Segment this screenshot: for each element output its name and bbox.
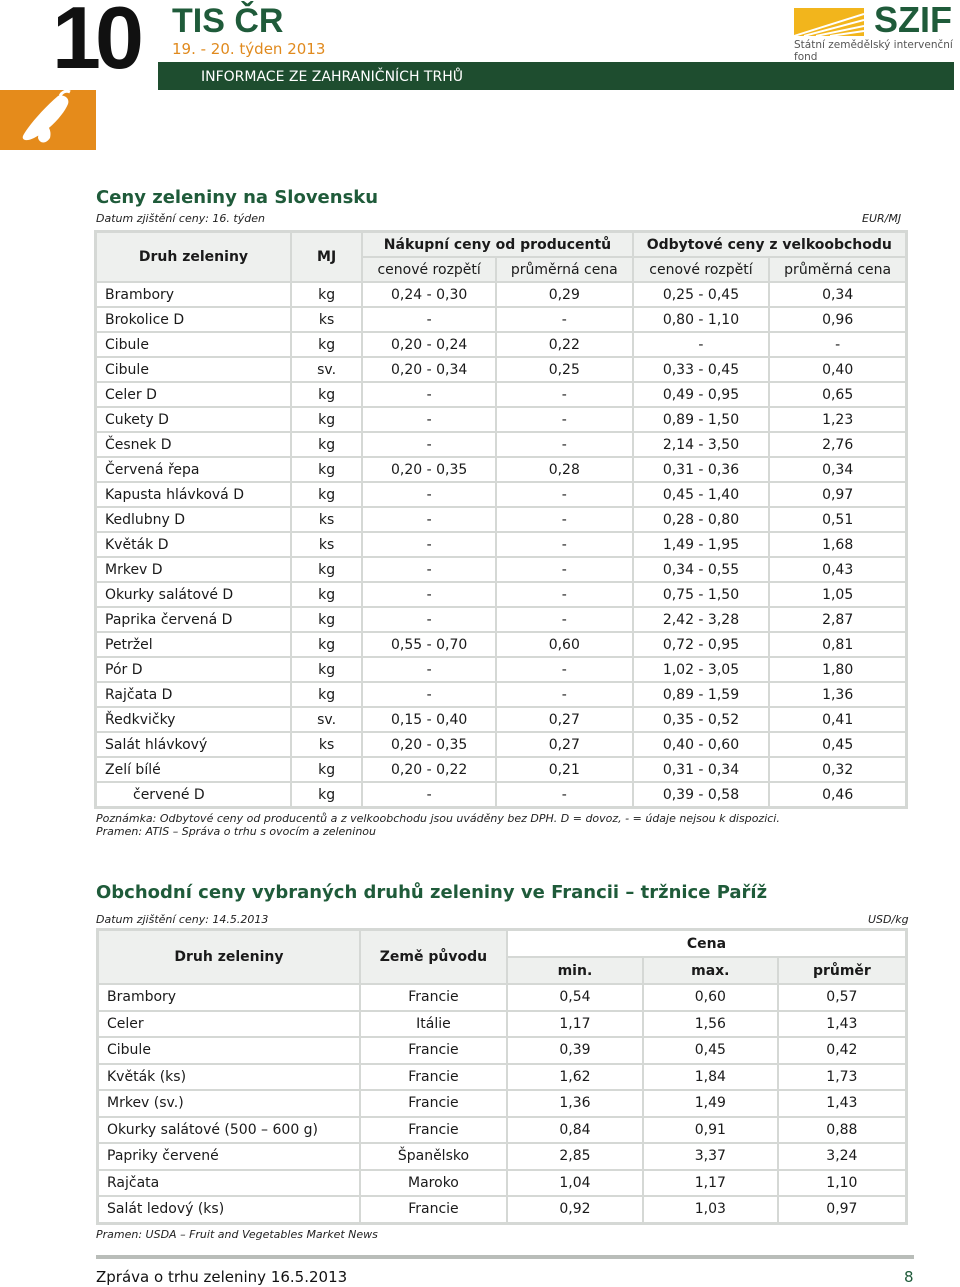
table-row: [97, 558, 905, 583]
group-header-odbytove: Odbytové ceny z velkoobchodu: [634, 233, 905, 258]
cell-zeme: Maroko: [361, 1171, 508, 1198]
cell-nakupni-prumer: -: [497, 558, 634, 583]
cell-odbytove-rozpeti: 2,42 - 3,28: [634, 608, 771, 633]
cell-nakupni-prumer: -: [497, 583, 634, 608]
cell-odbytove-rozpeti: -: [634, 333, 771, 358]
cell-odbytove-prumer: 1,36: [770, 683, 905, 708]
sub-header-max: max.: [644, 958, 779, 985]
cell-min: 1,04: [508, 1171, 644, 1198]
cell-nakupni-rozpeti: -: [363, 533, 497, 558]
cell-mj: kg: [292, 383, 363, 408]
cell-druh: Ředkvičky: [97, 708, 292, 733]
cell-nakupni-rozpeti: -: [363, 608, 497, 633]
cell-nakupni-rozpeti: 0,20 - 0,22: [363, 758, 497, 783]
cell-druh: Petržel: [97, 633, 292, 658]
cell-prumer: 0,97: [826, 1201, 858, 1218]
cell-druh: Cukety D: [97, 408, 292, 433]
sub-header-prumer: průměrná cena: [497, 258, 634, 283]
cell-druh: Rajčata D: [97, 683, 292, 708]
cell-odbytove-prumer: 1,23: [770, 408, 905, 433]
cell-max: 1,03: [644, 1197, 779, 1222]
cell-odbytove-prumer: 0,34: [770, 283, 905, 308]
table-row: [97, 483, 905, 508]
cell-odbytove-prumer: 0,65: [770, 383, 905, 408]
cell-druh: červené D: [97, 783, 292, 806]
cell-max: 0,91: [644, 1118, 779, 1145]
cell-druh: Cibule: [99, 1038, 361, 1065]
table-row: [97, 633, 905, 658]
cell-odbytove-rozpeti: 0,80 - 1,10: [634, 308, 771, 333]
cell-nakupni-rozpeti: 0,55 - 0,70: [363, 633, 497, 658]
cell-odbytove-rozpeti: 0,39 - 0,58: [634, 783, 771, 806]
cell-odbytove-prumer: 2,87: [770, 608, 905, 633]
cell-odbytove-rozpeti: 0,45 - 1,40: [634, 483, 771, 508]
cell-nakupni-rozpeti: 0,24 - 0,30: [363, 283, 497, 308]
cell-odbytove-prumer: 2,76: [770, 433, 905, 458]
cell-mj: kg: [292, 458, 363, 483]
table-row: [99, 985, 905, 1012]
table-row: [97, 683, 905, 708]
page-number: 8: [904, 1268, 914, 1286]
cell-odbytove-rozpeti: 1,49 - 1,95: [634, 533, 771, 558]
cell-nakupni-rozpeti: 0,20 - 0,24: [363, 333, 497, 358]
cell-druh: Brokolice D: [97, 308, 292, 333]
cell-odbytove-rozpeti: 0,72 - 0,95: [634, 633, 771, 658]
section1-source: Pramen: ATIS – Správa o trhu s ovocím a zeleninou: [96, 825, 377, 838]
cell-prumer: 3,24: [779, 1144, 905, 1171]
cell-max: 1,84: [644, 1065, 779, 1092]
cell-nakupni-rozpeti: -: [363, 683, 497, 708]
cell-odbytove-rozpeti: 0,89 - 1,50: [634, 408, 771, 433]
cell-max: 1,49: [644, 1091, 779, 1118]
cell-druh: Okurky salátové D: [97, 583, 292, 608]
cell-nakupni-prumer: -: [497, 683, 634, 708]
cell-druh: Cibule: [97, 358, 292, 383]
table-row: [97, 508, 905, 533]
table-row: [97, 658, 905, 683]
cell-zeme: Itálie: [361, 1012, 508, 1039]
szif-emblem: [794, 8, 864, 36]
cell-druh: Červená řepa: [97, 458, 292, 483]
table-row: [99, 1012, 905, 1039]
cell-mj: kg: [292, 608, 363, 633]
cell-nakupni-rozpeti: -: [363, 558, 497, 583]
cell-odbytove-rozpeti: 0,34 - 0,55: [634, 558, 771, 583]
cell-max: 1,56: [644, 1012, 779, 1039]
cell-mj: kg: [292, 283, 363, 308]
footer-title: Zpráva o trhu zeleniny 16.5.2013: [96, 1268, 348, 1286]
cell-nakupni-rozpeti: -: [363, 583, 497, 608]
cell-prumer: 0,88: [779, 1118, 905, 1145]
cell-odbytove-rozpeti: 0,49 - 0,95: [634, 383, 771, 408]
cell-nakupni-prumer: 0,60: [497, 633, 634, 658]
cell-zeme: Francie: [361, 1065, 508, 1092]
table-row: [97, 383, 905, 408]
cell-odbytove-prumer: 0,81: [770, 633, 905, 658]
table-row: [97, 608, 905, 633]
week-label: 19. - 20. týden 2013: [172, 40, 326, 58]
sub-header-rozpeti: cenové rozpětí: [363, 258, 497, 283]
cell-mj: kg: [292, 558, 363, 583]
cell-mj: sv.: [292, 708, 363, 733]
cell-odbytove-prumer: 0,46: [822, 786, 854, 803]
cell-odbytove-rozpeti: 2,14 - 3,50: [634, 433, 771, 458]
cell-nakupni-rozpeti: -: [363, 383, 497, 408]
issue-number: 10: [52, 0, 138, 87]
cell-odbytove-prumer: 0,32: [770, 758, 905, 783]
cell-odbytove-prumer: 0,40: [770, 358, 905, 383]
cell-odbytove-rozpeti: 0,75 - 1,50: [634, 583, 771, 608]
szif-logo-text: SZIF: [874, 0, 952, 40]
section1-unit: EUR/MJ: [862, 212, 902, 225]
cell-zeme: Francie: [361, 1091, 508, 1118]
table-row: [97, 533, 905, 558]
cell-mj: kg: [292, 658, 363, 683]
table-row: [97, 408, 905, 433]
cell-druh: Kedlubny D: [97, 508, 292, 533]
table-row: [97, 758, 905, 783]
cell-zeme: Španělsko: [361, 1144, 508, 1171]
cell-druh: Mrkev D: [97, 558, 292, 583]
cell-nakupni-prumer: -: [497, 408, 634, 433]
cell-odbytove-rozpeti: 0,40 - 0,60: [634, 733, 771, 758]
table-row: [99, 1091, 905, 1118]
cell-druh: Salát ledový (ks): [99, 1197, 361, 1222]
cell-druh: Salát hlávkový: [97, 733, 292, 758]
cell-mj: ks: [292, 308, 363, 333]
cell-nakupni-prumer: 0,27: [497, 708, 634, 733]
table-row: [97, 433, 905, 458]
table-row: [97, 458, 905, 483]
cell-nakupni-rozpeti: -: [363, 308, 497, 333]
cell-nakupni-prumer: -: [497, 508, 634, 533]
cell-nakupni-prumer: 0,21: [497, 758, 634, 783]
cell-nakupni-prumer: 0,22: [497, 333, 634, 358]
cell-zeme: Francie: [361, 1118, 508, 1145]
cell-min: 0,39: [508, 1038, 644, 1065]
cell-mj: ks: [292, 733, 363, 758]
cell-max: 0,45: [644, 1038, 779, 1065]
cell-zeme: Francie: [361, 1197, 508, 1222]
cell-druh: Papriky červené: [99, 1144, 361, 1171]
cell-max: 0,60: [644, 985, 779, 1012]
cell-odbytove-prumer: 0,96: [770, 308, 905, 333]
sub-header-prumer: průměrná cena: [770, 258, 905, 283]
cell-odbytove-rozpeti: 0,25 - 0,45: [634, 283, 771, 308]
cell-odbytove-prumer: 1,05: [770, 583, 905, 608]
cell-druh: Česnek D: [97, 433, 292, 458]
cell-max: 1,17: [644, 1171, 779, 1198]
cell-min: 2,85: [508, 1144, 644, 1171]
pepper-icon: [0, 90, 96, 150]
cell-odbytove-prumer: -: [770, 333, 905, 358]
cell-nakupni-prumer: -: [497, 383, 634, 408]
section2-date: Datum zjištění ceny: 14.5.2013: [96, 913, 269, 926]
cell-druh: Mrkev (sv.): [99, 1091, 361, 1118]
cell-druh: Celer: [99, 1012, 361, 1039]
cell-prumer: 1,43: [779, 1091, 905, 1118]
table-row: [97, 583, 905, 608]
section2-unit: USD/kg: [868, 913, 909, 926]
cell-min: 0,84: [508, 1118, 644, 1145]
slovakia-price-table: [94, 230, 908, 809]
cell-odbytove-rozpeti: 0,89 - 1,59: [634, 683, 771, 708]
pepper-logo: [0, 90, 96, 150]
header-bar-text: INFORMACE ZE ZAHRANIČNÍCH TRHŮ: [201, 69, 463, 85]
section1-date: Datum zjištění ceny: 16. týden: [96, 212, 265, 225]
cell-druh: Rajčata: [99, 1171, 361, 1198]
cell-nakupni-rozpeti: -: [363, 433, 497, 458]
cell-prumer: 0,42: [779, 1038, 905, 1065]
cell-odbytove-rozpeti: 0,28 - 0,80: [634, 508, 771, 533]
table-row: [97, 358, 905, 383]
table-row: [97, 733, 905, 758]
cell-odbytove-prumer: 0,51: [770, 508, 905, 533]
cell-mj: ks: [292, 533, 363, 558]
cell-odbytove-rozpeti: 0,35 - 0,52: [634, 708, 771, 733]
footer-divider: [96, 1255, 914, 1259]
cell-nakupni-prumer: -: [497, 608, 634, 633]
table-row: [99, 1118, 905, 1145]
cell-druh: Květák D: [97, 533, 292, 558]
table-row: [99, 1038, 905, 1065]
cell-mj: sv.: [292, 358, 363, 383]
cell-prumer: 0,57: [779, 985, 905, 1012]
cell-druh: Pór D: [97, 658, 292, 683]
table-row: [99, 1065, 905, 1092]
cell-mj: kg: [292, 433, 363, 458]
group-header-nakupni: Nákupní ceny od producentů: [363, 233, 633, 258]
cell-odbytove-prumer: 0,97: [770, 483, 905, 508]
cell-odbytove-rozpeti: 0,31 - 0,34: [634, 758, 771, 783]
cell-nakupni-prumer: -: [497, 533, 634, 558]
cell-nakupni-prumer: -: [497, 658, 634, 683]
table-row: [99, 1144, 905, 1171]
table-row: [97, 283, 905, 308]
cell-nakupni-rozpeti: -: [363, 783, 497, 806]
paris-price-table: [96, 928, 908, 1225]
szif-subtitle: Státní zemědělský intervenční fond: [794, 39, 953, 63]
cell-zeme: Francie: [361, 985, 508, 1012]
cell-nakupni-prumer: 0,28: [497, 458, 634, 483]
cell-prumer: 1,73: [779, 1065, 905, 1092]
col-header-mj: MJ: [292, 233, 363, 283]
wheat-field-icon: [794, 8, 864, 36]
cell-nakupni-rozpeti: -: [363, 508, 497, 533]
col-header-zeme: Země původu: [361, 931, 508, 985]
cell-mj: kg: [292, 333, 363, 358]
col-header-druh: Druh zeleniny: [99, 931, 361, 985]
cell-odbytove-rozpeti: 1,02 - 3,05: [634, 658, 771, 683]
cell-nakupni-rozpeti: -: [363, 483, 497, 508]
cell-druh: Cibule: [97, 333, 292, 358]
cell-odbytove-prumer: 0,34: [770, 458, 905, 483]
table-row: [99, 1171, 905, 1198]
cell-mj: ks: [292, 508, 363, 533]
table-row: [97, 308, 905, 333]
cell-nakupni-prumer: -: [497, 783, 634, 806]
cell-min: 1,17: [508, 1012, 644, 1039]
cell-min: 0,92: [508, 1197, 644, 1222]
group-header-cena: Cena: [508, 931, 905, 958]
cell-druh: Celer D: [97, 383, 292, 408]
cell-min: 0,54: [508, 985, 644, 1012]
cell-druh: Brambory: [97, 283, 292, 308]
cell-max: 3,37: [644, 1144, 779, 1171]
cell-prumer: 1,10: [779, 1171, 905, 1198]
table-row: [97, 333, 905, 358]
sub-header-min: min.: [508, 958, 644, 985]
cell-odbytove-prumer: 0,41: [770, 708, 905, 733]
cell-druh: Kapusta hlávková D: [97, 483, 292, 508]
section1-title: Ceny zeleniny na Slovensku: [96, 187, 379, 208]
cell-odbytove-prumer: 1,68: [770, 533, 905, 558]
cell-nakupni-rozpeti: -: [363, 408, 497, 433]
cell-mj: kg: [292, 758, 363, 783]
section2-source: Pramen: USDA – Fruit and Vegetables Market News: [96, 1228, 378, 1241]
cell-druh: Brambory: [99, 985, 361, 1012]
cell-mj: kg: [292, 633, 363, 658]
cell-nakupni-rozpeti: -: [363, 658, 497, 683]
sub-header-rozpeti: cenové rozpětí: [634, 258, 771, 283]
cell-zeme: Francie: [361, 1038, 508, 1065]
cell-mj: kg: [292, 683, 363, 708]
cell-min: 1,62: [508, 1065, 644, 1092]
cell-druh: Okurky salátové (500 – 600 g): [99, 1118, 361, 1145]
cell-mj: kg: [292, 583, 363, 608]
cell-odbytove-rozpeti: 0,31 - 0,36: [634, 458, 771, 483]
cell-mj: kg: [292, 783, 363, 806]
cell-druh: Zelí bílé: [97, 758, 292, 783]
cell-nakupni-prumer: -: [497, 433, 634, 458]
cell-druh: Květák (ks): [99, 1065, 361, 1092]
cell-odbytove-prumer: 0,45: [770, 733, 905, 758]
cell-nakupni-prumer: 0,27: [497, 733, 634, 758]
cell-nakupni-prumer: 0,25: [497, 358, 634, 383]
cell-nakupni-rozpeti: 0,20 - 0,35: [363, 458, 497, 483]
table-row: [97, 783, 905, 806]
cell-nakupni-prumer: -: [497, 308, 634, 333]
cell-nakupni-rozpeti: 0,15 - 0,40: [363, 708, 497, 733]
col-header-druh: Druh zeleniny: [97, 233, 292, 283]
table-row: [97, 708, 905, 733]
section2-title: Obchodní ceny vybraných druhů zeleniny ve Francii – tržnice Paříž: [96, 882, 768, 903]
cell-odbytove-prumer: 0,43: [770, 558, 905, 583]
cell-mj: kg: [292, 408, 363, 433]
sub-header-prumer: průměr: [779, 958, 905, 985]
cell-min: 1,36: [508, 1091, 644, 1118]
cell-nakupni-rozpeti: 0,20 - 0,34: [363, 358, 497, 383]
cell-nakupni-prumer: 0,29: [497, 283, 634, 308]
cell-nakupni-prumer: -: [497, 483, 634, 508]
cell-odbytove-rozpeti: 0,33 - 0,45: [634, 358, 771, 383]
section1-note: Poznámka: Odbytové ceny od producentů a z velkoobchodu jsou uváděny bez DPH. D = dovoz, - = údaje nejsou k dispozici.: [96, 812, 780, 825]
cell-prumer: 1,43: [779, 1012, 905, 1039]
table-row: [99, 1197, 905, 1222]
cell-druh: Paprika červená D: [97, 608, 292, 633]
cell-mj: kg: [292, 483, 363, 508]
cell-odbytove-prumer: 1,80: [770, 658, 905, 683]
publication-title: TIS ČR: [172, 2, 284, 40]
cell-nakupni-rozpeti: 0,20 - 0,35: [363, 733, 497, 758]
